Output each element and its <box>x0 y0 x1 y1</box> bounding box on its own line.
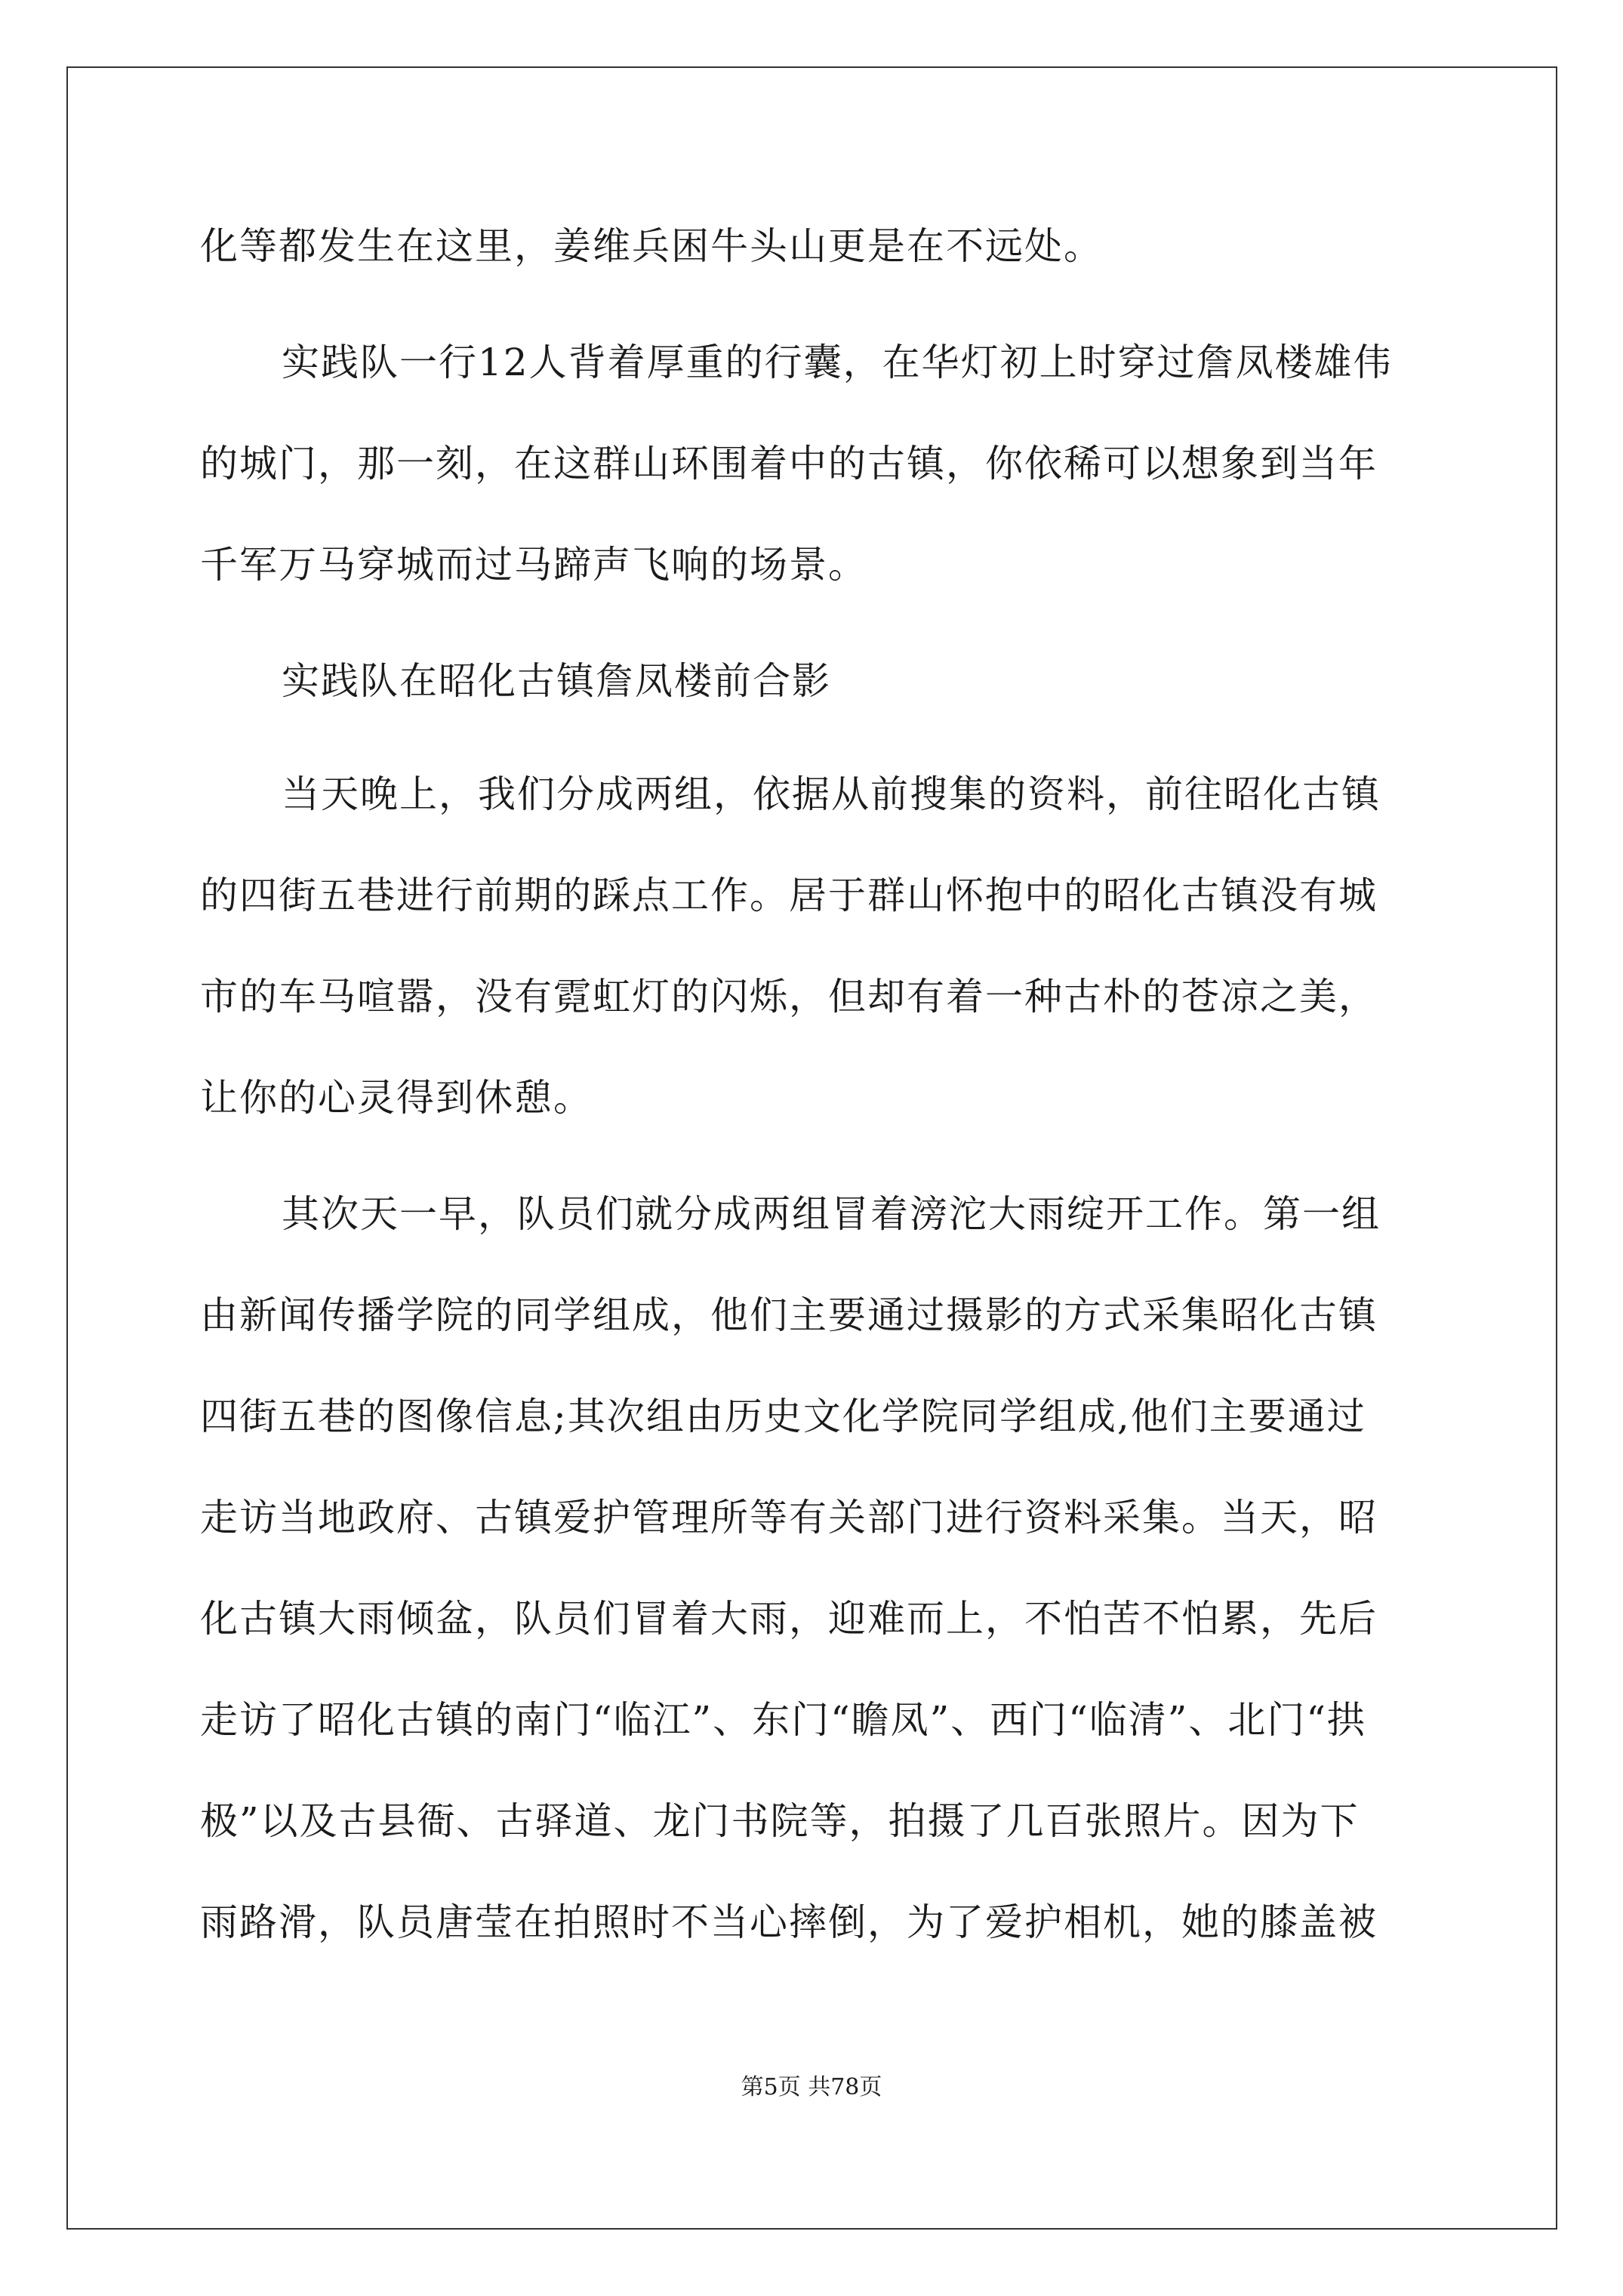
text-line: 雨路滑，队员唐莹在拍照时不当心摔倒，为了爱护相机，她的膝盖被 <box>200 1900 1378 1944</box>
text-line: 的城门，那一刻，在这群山环围着中的古镇，你依稀可以想象到当年 <box>200 442 1378 485</box>
text-line: 实践队一行12人背着厚重的行囊，在华灯初上时穿过詹凤楼雄伟 <box>282 341 1393 384</box>
text-line: 的四街五巷进行前期的踩点工作。居于群山怀抱中的昭化古镇没有城 <box>200 874 1378 917</box>
text-line: 化等都发生在这里，姜维兵困牛头山更是在不远处。 <box>200 224 1103 268</box>
text-line: 当天晚上，我们分成两组，依据从前搜集的资料，前往昭化古镇 <box>282 772 1381 816</box>
text-line: 由新闻传播学院的同学组成，他们主要通过摄影的方式采集昭化古镇 <box>200 1293 1378 1337</box>
text-line: 走访了昭化古镇的南门“临江”、东门“瞻凤”、西门“临清”、北门“拱 <box>200 1698 1366 1742</box>
text-line: 让你的心灵得到休憩。 <box>200 1076 593 1120</box>
text-line: 四街五巷的图像信息;其次组由历史文化学院同学组成,他们主要通过 <box>200 1395 1366 1438</box>
text-line: 化古镇大雨倾盆，队员们冒着大雨，迎难而上，不怕苦不怕累，先后 <box>200 1597 1378 1641</box>
text-line: 市的车马喧嚣，没有霓虹灯的闪烁，但却有着一种古朴的苍凉之美， <box>200 975 1378 1019</box>
text-line: 实践队在昭化古镇詹凤楼前合影 <box>282 659 831 703</box>
text-line: 极”以及古县衙、古驿道、龙门书院等，拍摄了几百张照片。因为下 <box>200 1799 1360 1843</box>
text-line: 其次天一早，队员们就分成两组冒着滂沱大雨绽开工作。第一组 <box>282 1192 1381 1236</box>
page-footer: 第5页 共78页 <box>741 2074 882 2100</box>
text-line: 走访当地政府、古镇爱护管理所等有关部门进行资料采集。当天，昭 <box>200 1496 1378 1539</box>
text-line: 千军万马穿城而过马蹄声飞响的场景。 <box>200 543 867 587</box>
